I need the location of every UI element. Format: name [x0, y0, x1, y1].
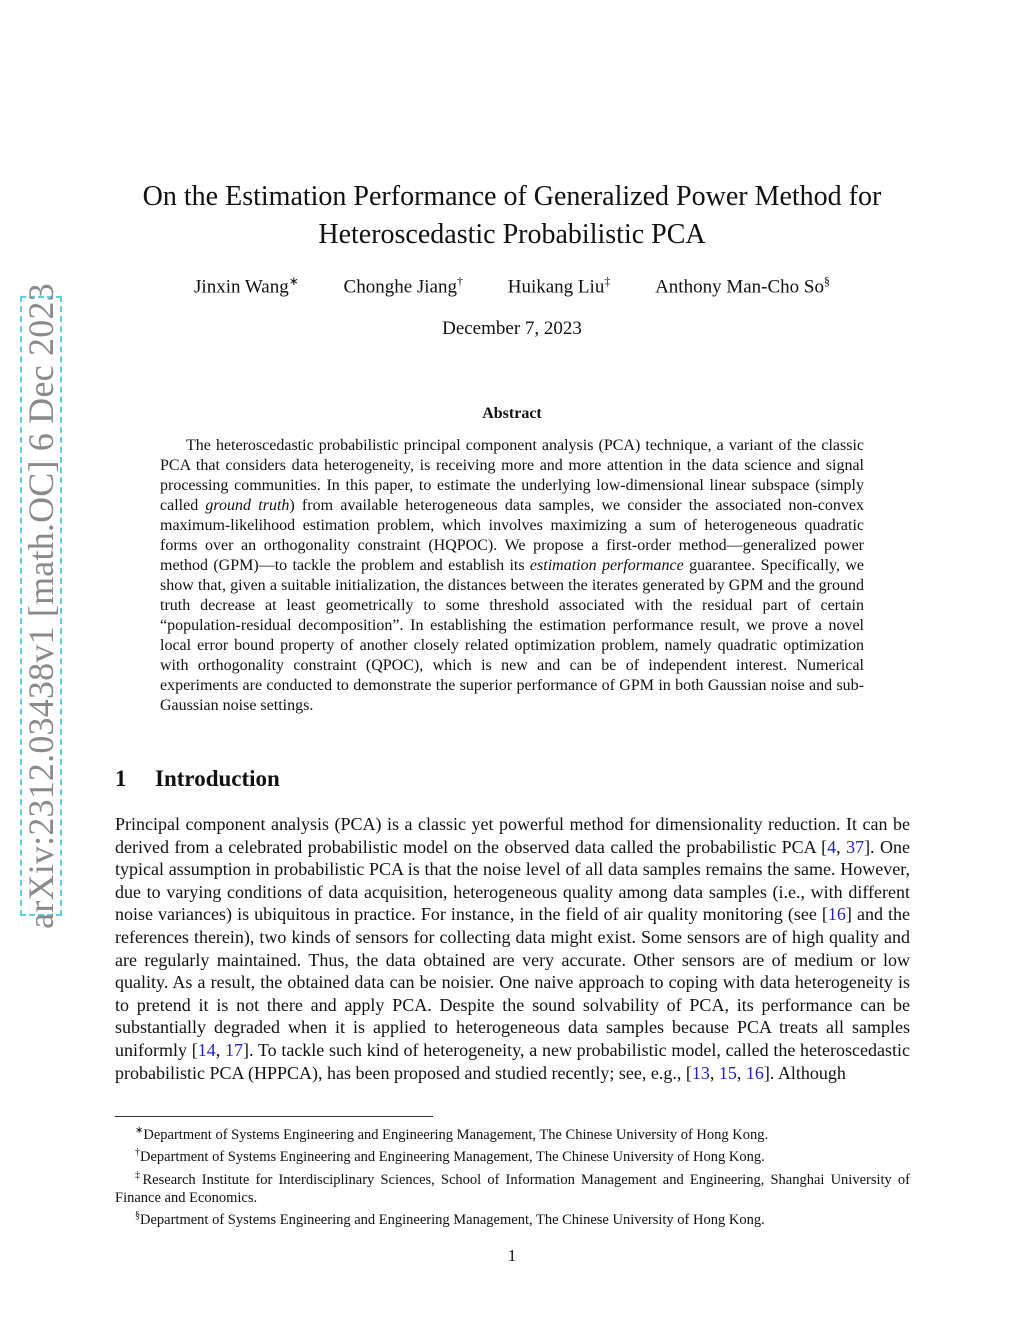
footnote-text: Research Institute for Interdisciplinary Sciences, School of Information Management and Engineering, Shanghai University of Finance and Economics. — [115, 1171, 910, 1206]
author-mark: † — [457, 274, 463, 288]
abstract-body — [160, 436, 864, 716]
abstract-text: The heteroscedastic probabilistic principal component analysis (PCA) technique, a variant of the classic PCA that considers data heterogeneity, is receiving more and more attention in the data science and signal processing communities. In this paper, to estimate the underlying low-dimensional linear subspace (simply called — [160, 437, 864, 514]
citation-link[interactable]: 4 — [827, 836, 837, 857]
arxiv-stamp — [20, 283, 62, 929]
title-line-2: Heteroscedastic Probabilistic PCA — [318, 219, 706, 250]
footnotes — [115, 1122, 910, 1230]
citation-link[interactable]: 37 — [846, 836, 865, 857]
footnote-mark: § — [135, 1210, 140, 1222]
footnote — [115, 1167, 910, 1208]
body-text: ]. To tackle such kind of heterogeneity, a new probabilistic model, called the heteroscedastic probabilistic PCA (HPPCA), has been proposed and studied recently; see, e.g., [ — [115, 1039, 910, 1083]
author-mark: ∗ — [288, 274, 299, 288]
citation-link[interactable]: 15 — [718, 1062, 737, 1083]
abstract-emphasis: estimation performance — [529, 557, 684, 574]
author-name: Huikang Liu — [507, 276, 605, 298]
body-text: ]. One typical assumption in probabilistic PCA is that the noise level of all data samples remains the same. However, due to varying conditions of data acquisition, heterogeneous quality among data samples (i.e., with different noise variances) is ubiquitous in practice. For instance, in the field of air quality monitoring (see [ — [115, 836, 910, 925]
page-number: 1 — [507, 1246, 517, 1265]
citation-link[interactable]: 16 — [827, 904, 846, 925]
paper-title — [110, 178, 914, 254]
abstract-heading: Abstract — [482, 405, 542, 422]
paper-date: December 7, 2023 — [442, 318, 582, 339]
footnote — [115, 1207, 910, 1229]
abstract-text: ) from available heterogeneous data samples, we consider the associated non-convex maximum-likelihood estimation problem, which involves maximizing a sum of heterogeneous quadratic forms over an orthogonality constraint (HQPOC). We propose a first-order method—generalized power method (GPM)—to tackle the problem and establish its — [160, 497, 864, 574]
author-mark: § — [823, 274, 830, 288]
author-list — [110, 274, 914, 298]
body-text: ]. Although — [763, 1062, 846, 1083]
intro-paragraph — [115, 813, 910, 1084]
citation-separator: , — [836, 836, 847, 857]
body-text: ] and the references therein), two kinds of sensors for collecting data might exist. Some sensors are of high quality and are regularly maintained. Thus, the data obtained are very accurate. Other sensors are of medium or low quality. As a result, the obtained data can be noisier. One naive approach to coping with data heterogeneity is to pretend it is not there and apply PCA. Despite the sound solvability of PCA, its performance can be substantially degraded when it is applied to heterogeneous data samples because PCA treats all samples uniformly [ — [115, 904, 910, 1060]
citation-link[interactable]: 17 — [224, 1039, 243, 1060]
author-mark: ‡ — [604, 274, 611, 288]
author-name: Chonghe Jiang — [343, 276, 457, 298]
citation-link[interactable]: 14 — [197, 1039, 216, 1060]
citation-separator: , — [709, 1062, 719, 1083]
citation-link[interactable]: 13 — [691, 1062, 710, 1083]
footnote-text: Department of Systems Engineering and Engineering Management, The Chinese University of Hong Kong. — [143, 1126, 769, 1143]
footnote-text: Department of Systems Engineering and Engineering Management, The Chinese University of Hong Kong. — [140, 1212, 765, 1229]
footnote-mark: ∗ — [135, 1125, 144, 1136]
abstract-emphasis: ground truth — [205, 497, 290, 514]
footnote-mark: † — [135, 1147, 140, 1159]
citation-separator: , — [215, 1039, 225, 1060]
title-line-1: On the Estimation Performance of Generalized Power Method for — [142, 181, 882, 212]
author-name: Jinxin Wang — [194, 276, 289, 298]
footnote-mark: ‡ — [135, 1169, 143, 1181]
arxiv-stamp-text: arXiv:2312.03438v1 [math.OC] 6 Dec 2023 — [21, 283, 61, 929]
section-number: 1 — [115, 766, 127, 791]
abstract-text: guarantee. Specifically, we show that, given a suitable initialization, the distances between the iterates generated by GPM and the ground truth decrease at least geometrically to some threshold associated with the residual part of certain “population-residual decomposition”. In establishing the estimation performance result, we prove a novel local error bound property of another closely related optimization problem, namely quadratic optimization with orthogonality constraint (QPOC), which is new and can be of independent interest. Numerical experiments are conducted to demonstrate the superior performance of GPM in both Gaussian noise and sub-Gaussian noise settings. — [160, 557, 864, 714]
section-heading — [115, 766, 280, 792]
footnote-divider — [115, 1116, 433, 1117]
author-3 — [508, 274, 611, 298]
body-text: Principal component analysis (PCA) is a classic yet powerful method for dimensionality reduction. It can be derived from a celebrated probabilistic model on the observed data called the probabilistic PCA [ — [115, 814, 910, 857]
section-title: Introduction — [155, 766, 280, 791]
author-name: Anthony Man-Cho So — [655, 276, 824, 298]
footnote — [115, 1144, 910, 1166]
author-4 — [655, 274, 830, 298]
citation-link[interactable]: 16 — [745, 1062, 764, 1083]
author-1 — [194, 274, 299, 298]
footnote — [115, 1122, 910, 1144]
author-2 — [344, 274, 463, 298]
footnote-text: Department of Systems Engineering and Engineering Management, The Chinese University of Hong Kong. — [140, 1149, 765, 1166]
citation-separator: , — [736, 1062, 746, 1083]
